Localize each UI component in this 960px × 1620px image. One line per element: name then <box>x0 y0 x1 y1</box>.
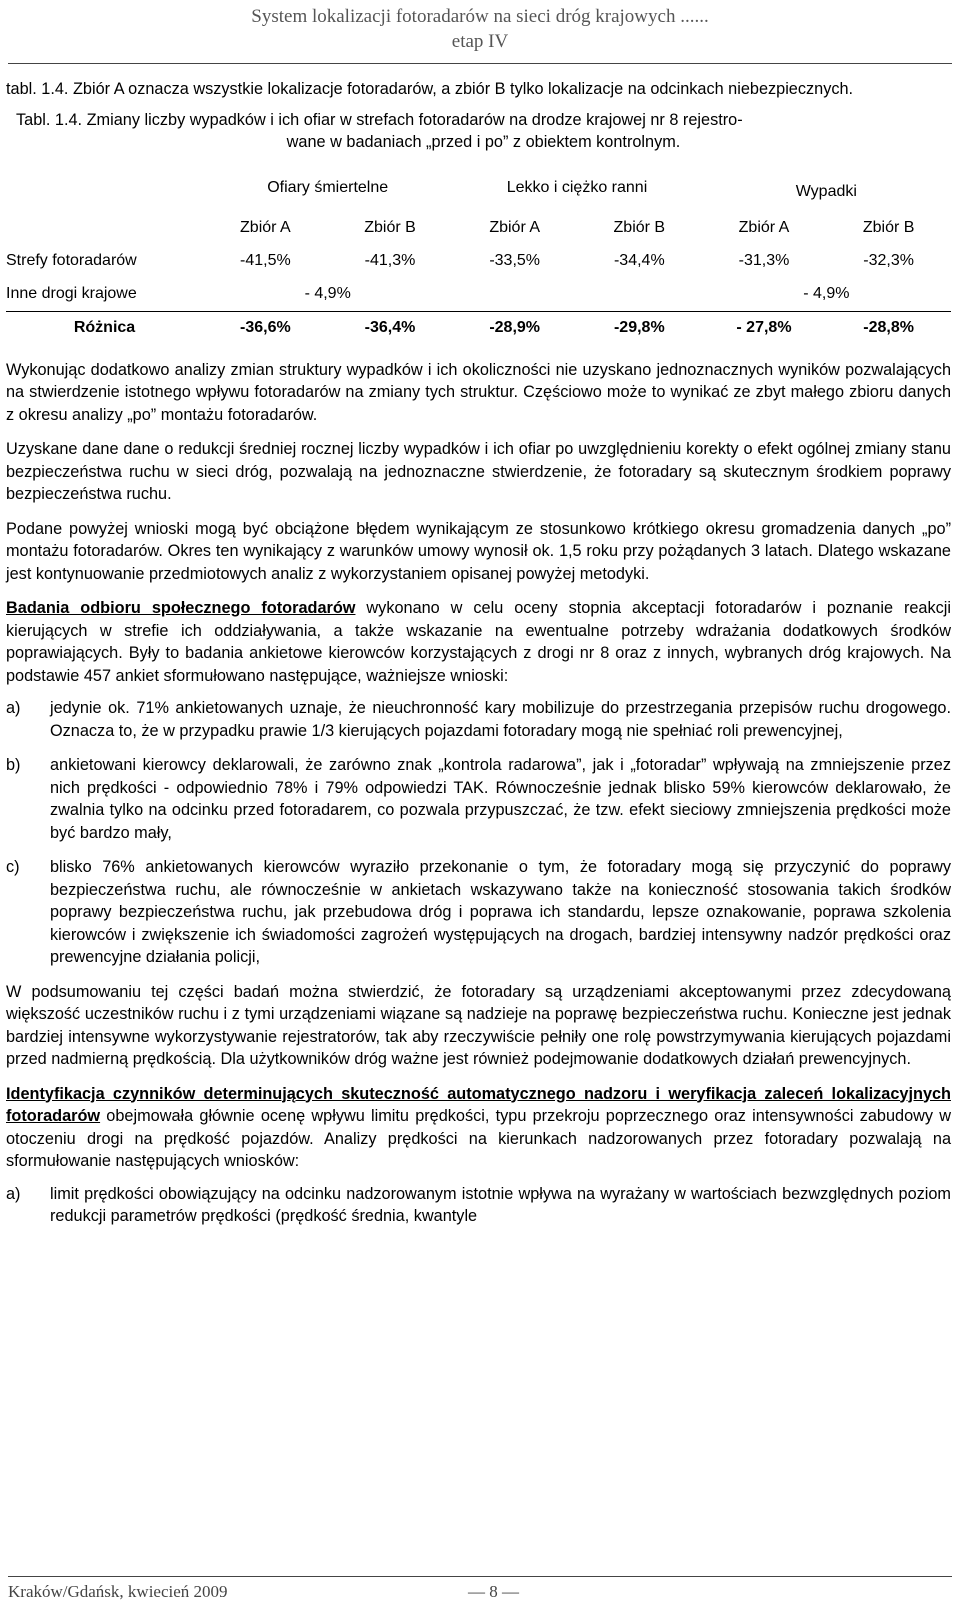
paragraph-results: Uzyskane dane dane o redukcji średniej rocznej liczby wypadków i ich ofiar po uwzględnieniu korekty o efekt ogólnej zmiany stanu bezpieczeństwa ruchu w sieci dróg, pozwalają na jednoznaczne stwierdzenie, że fotoradary są skutecznym środkiem poprawy bezpieczeństwa ruchu. <box>6 440 951 503</box>
group-header-fatalities: Ofiary śmiertelne <box>267 179 389 197</box>
table-cell: -36,4% <box>364 318 416 336</box>
list-item <box>6 697 951 742</box>
page-number: — 8 — <box>468 1582 519 1601</box>
table-cell: -32,3% <box>863 251 914 269</box>
header-title: System lokalizacji fotoradarów na sieci dróg krajowych ...... <box>251 6 709 27</box>
list-marker: a) <box>6 699 21 717</box>
table-cell: - 4,9% <box>203 278 452 312</box>
row-label: Różnica <box>73 318 136 336</box>
survey-conclusions-list <box>6 697 951 969</box>
subheader-cell: Zbiór B <box>862 218 915 236</box>
paragraph-structure-analysis: Wykonując dodatkowo analizy zmian struktury wypadków i ich okoliczności nie uzyskano jednoznacznych wyników pozwalających na stwierdzenie istotnego wpływu fotoradarów na zmiany tych struktur. Częściowo może to wynikać ze zbyt małego zbioru danych z okresu analizy „po” montażu fotoradarów. <box>6 360 951 424</box>
footer-rule <box>8 1576 952 1577</box>
table-cell: -31,3% <box>738 251 790 269</box>
subheader-cell: Zbiór A <box>240 218 291 236</box>
table-cell: -36,6% <box>240 318 291 336</box>
running-header <box>0 4 960 54</box>
paragraph-summary: W podsumowaniu tej części badań można stwierdzić, że fotoradary są urządzeniami akceptowanymi przez zdecydowaną większość uczestników ruchu i z tymi urządzeniami wiązane są nadzieje na poprawę bezpieczeństwa ruchu. Konieczne jest jednak bardziej intensywne wykorzystywanie rejestratorów, tak aby rzeczywiście pełniły one rolę powstrzymywania kierujących pojazdami przed nadmierną prędkością. Dla użytkowników dróg ważne jest również podejmowanie dodatkowych działań prewencyjnych. <box>6 982 951 1068</box>
table-cell: -28,8% <box>863 318 914 336</box>
paragraph-identification <box>6 1083 951 1173</box>
results-table <box>6 166 951 345</box>
list-marker: a) <box>6 1184 21 1203</box>
subheader-cell: Zbiór B <box>613 218 666 236</box>
header-stage: etap IV <box>451 31 509 52</box>
list-marker: c) <box>6 858 20 876</box>
table-caption-line2: wane w badaniach „przed i po” z obiektem kontrolnym. <box>286 133 681 151</box>
table-caption <box>16 109 951 154</box>
subheader-cell: Zbiór A <box>489 218 541 236</box>
table-caption-line1: Tabl. 1.4. Zmiany liczby wypadków i ich ofiar w strefach fotoradarów na drodze krajowej nr 8 rejestro- <box>16 110 743 129</box>
group-header-injured: Lekko i ciężko ranni <box>506 179 648 197</box>
table-cell-empty <box>452 278 701 312</box>
table-subheader-row <box>6 212 951 245</box>
row-label: Strefy fotoradarów <box>6 251 137 269</box>
table-corner-cell <box>6 166 203 212</box>
section-heading-identification: Identyfikacja czynników determinujących skuteczność automatycznego nadzoru i weryfikacja zaleceń lokalizacyjnych fotoradarów <box>6 1084 951 1125</box>
table-corner-cell <box>6 212 203 245</box>
list-item <box>6 754 951 844</box>
paragraph-limitations: Podane powyżej wnioski mogą być obciążone błędem wynikającym ze stosunkowo krótkiego okresu gromadzenia danych „po” montażu fotoradarów. Okres ten wynikający z warunków umowy wynosił ok. 1,5 roku przy pożądanych 3 latach. Dlatego wskazane jest kontynuowanie przedmiotowych analiz z wykorzystaniem opisanej powyżej metodyki. <box>6 519 951 583</box>
list-marker: b) <box>6 756 21 774</box>
table-cell: -41,3% <box>364 251 416 269</box>
subheader-cell: Zbiór B <box>364 218 416 236</box>
table-cell: - 4,9% <box>702 278 951 312</box>
table-cell: -28,9% <box>489 318 541 336</box>
paragraph-identification-text: obejmowała głównie ocenę wpływu limitu prędkości, typu przekroju poprzecznego oraz intensywności zabudowy w otoczeniu drogi na prędkość pojazdów. Analizy prędkości na kierunkach nadzorowanych przez fotoradary pozwalają na sformułowanie następujących wniosków: <box>6 1107 951 1170</box>
table-row <box>6 278 951 312</box>
paragraph-survey-text: wykonano w celu oceny stopnia akceptacji fotoradarów i poznanie reakcji kierujących w strefie ich oddziaływania, a także wskazanie na ewentualne potrzeby wdrażania dodatkowych środków poprawiających. Były to badania ankietowe kierowców korzystających z drogi nr 8 oraz z innych, wybranych dróg krajowych. Na podstawie 457 ankiet sformułowano następujące, ważniejsze wnioski: <box>6 599 951 685</box>
table-cell: -33,5% <box>489 251 541 269</box>
list-item-text: limit prędkości obowiązujący na odcinku nadzorowanym istotnie wpływa na wyrażany w wartościach bezwzględnych poziom redukcji parametrów prędkości (prędkość średnia, kwantyle <box>50 1184 951 1225</box>
table-cell: - 27,8% <box>736 318 792 336</box>
list-item <box>6 1183 951 1228</box>
group-header-accidents: Wypadki <box>795 183 857 201</box>
footer-place-date: Kraków/Gdańsk, kwiecień 2009 <box>8 1582 228 1601</box>
table-cell: -29,8% <box>613 318 665 336</box>
table-group-header-row <box>6 166 951 212</box>
section-heading-survey: Badania odbioru społecznego fotoradarów <box>6 599 356 617</box>
speed-conclusions-list <box>6 1183 951 1228</box>
table-cell: -41,5% <box>240 251 291 269</box>
table-row-total <box>6 311 951 345</box>
list-item-text: blisko 76% ankietowanych kierowców wyraziło przekonanie o tym, że fotoradary mogą się przyczynić do poprawy bezpieczeństwa ruchu, ale równocześnie w ankietach wskazywano także na konieczność stosowania takich środków poprawy bezpieczeństwa ruchu, jak przebudowa dróg i poprawa ich standardu, lepsze oznakowanie, poprawa szkolenia kierowców i zwiększenie ich świadomości zagrożeń występujących na drogach, bardziej intensywny nadzór prędkości oraz prewencyjne działania policji, <box>50 858 951 966</box>
subheader-cell: Zbiór A <box>738 218 790 236</box>
page-body <box>6 78 951 1240</box>
paragraph-survey <box>6 597 951 687</box>
list-item-text: jedynie ok. 71% ankietowanych uznaje, że nieuchronność kary mobilizuje do przestrzegania przepisów ruchu drogowego. Oznacza to, że w przypadku prawie 1/3 kierujących pojazdami fotoradary mogą nie spełniać roli prewencyjnej, <box>50 699 951 740</box>
table-row <box>6 245 951 278</box>
table-cell: -34,4% <box>613 251 665 269</box>
row-label: Inne drogi krajowe <box>6 278 203 312</box>
list-item <box>6 856 951 969</box>
header-rule <box>8 63 952 64</box>
table-note: tabl. 1.4. Zbiór A oznacza wszystkie lokalizacje fotoradarów, a zbiór B tylko lokalizacje na odcinkach niebezpiecznych. <box>6 80 854 98</box>
list-item-text: ankietowani kierowcy deklarowali, że zarówno znak „kontrola radarowa”, jak i „fotoradar” wpływają na zmniejszenie przez nich prędkości - odpowiednio 78% i 79% odpowiedzi TAK. Równocześnie jednak blisko 59% kierowców deklarowało, że zwalnia tylko na odcinku przed fotoradarem, co pozwala przypuszczać, że tzw. efekt sieciowy zmniejszenia prędkości może być bardzo mały, <box>50 756 951 842</box>
